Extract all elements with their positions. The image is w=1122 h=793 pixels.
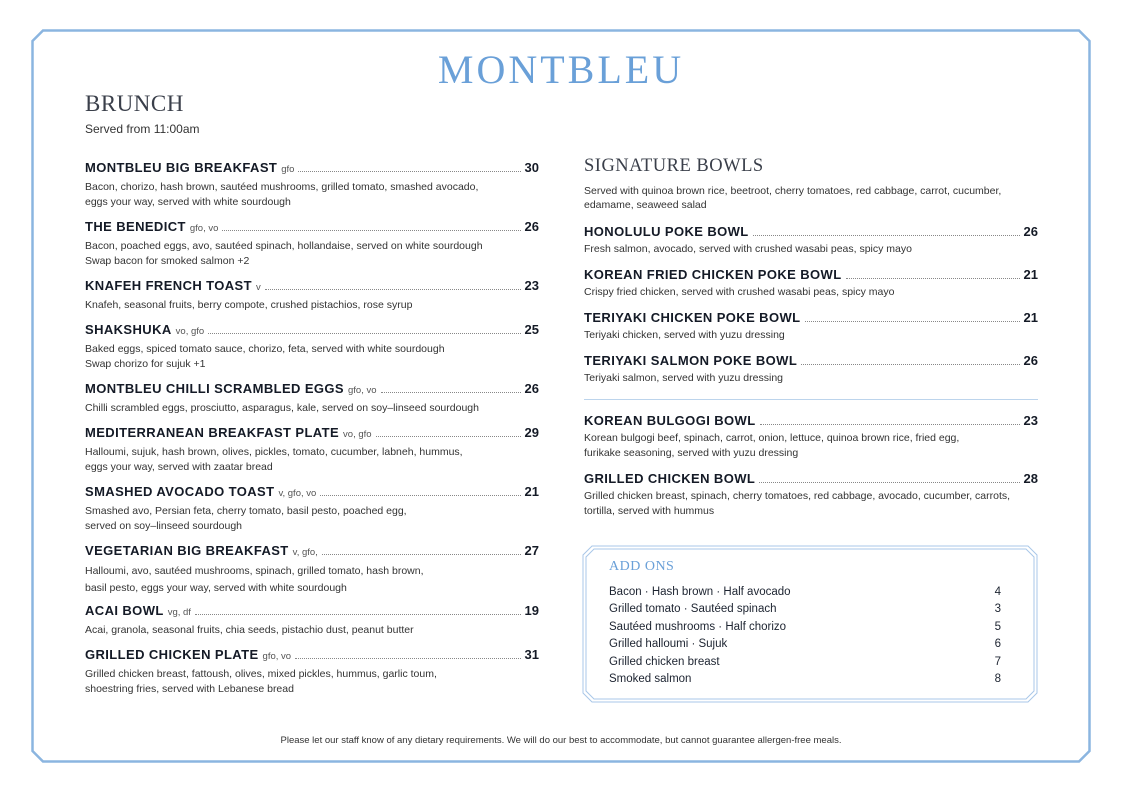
item-description: Smashed avo, Persian feta, cherry tomato, basil pesto, poached egg, served on soy–linseed sourdough [85,505,407,532]
item-description: Teriyaki salmon, served with yuzu dressing [584,372,783,384]
item-name: KOREAN FRIED CHICKEN POKE BOWL [584,267,842,282]
item-price: 26 [524,219,539,234]
dot-leader [376,435,521,437]
item-description: Grilled chicken breast, spinach, cherry tomatoes, red cabbage, avocado, cucumber, carrots, tortilla, served with hummus [584,490,1011,517]
menu-item [584,352,1038,386]
dot-leader [846,277,1020,279]
item-price: 25 [524,322,539,337]
dot-leader [805,320,1020,322]
dot-leader [195,613,521,615]
item-description: Bacon, poached eggs, avo, sautéed spinach, hollandaise, served on white sourdough Swap bacon for smoked salmon +2 [85,240,483,267]
item-name: MEDITERRANEAN BREAKFAST PLATE [85,425,340,440]
add-ons-list [609,584,1001,688]
add-on-row [609,636,1001,653]
add-on-label: Grilled chicken breast [609,655,720,668]
dot-leader [295,657,520,659]
item-price: 26 [1023,353,1038,368]
item-price: 26 [1023,224,1038,239]
menu-item [85,602,539,638]
menu-item [584,266,1038,300]
item-price: 28 [1023,471,1038,486]
item-description: Bacon, chorizo, hash brown, sautéed mushrooms, grilled tomato, smashed avocado, eggs your way, served with white sourdough [85,181,479,208]
add-on-price: 7 [994,655,1001,668]
item-name: SHAKSHUKA [85,322,172,337]
brunch-heading: BRUNCH [85,91,184,116]
dot-leader [322,553,521,555]
add-on-price: 5 [994,620,1001,633]
signature-bowls-section [584,153,1038,519]
dot-leader [265,288,521,290]
item-description: Grilled chicken breast, fattoush, olives, mixed pickles, hummus, garlic toum, shoestring fries, served with Lebanese bread [85,668,437,695]
menu-item [85,542,539,597]
add-on-row [609,584,1001,601]
add-ons-heading: ADD ONS [609,559,675,574]
item-description: Crispy fried chicken, served with crushed wasabi peas, spicy mayo [584,286,895,298]
menu-item [584,412,1038,461]
dot-leader [222,229,520,231]
item-tags: gfo [281,164,295,175]
item-name: MONTBLEU BIG BREAKFAST [85,160,278,175]
menu-item [85,424,539,475]
item-name: GRILLED CHICKEN BOWL [584,471,756,486]
item-name: HONOLULU POKE BOWL [584,224,749,239]
item-tags: vo, gfo [343,429,372,440]
item-tags: gfo, vo [348,385,377,396]
item-name: KOREAN BULGOGI BOWL [584,413,756,428]
item-description: Halloumi, avo, sautéed mushrooms, spinach, grilled tomato, hash brown, basil pesto, eggs your way, served with white sourdough [85,565,424,594]
item-description: Chilli scrambled eggs, prosciutto, asparagus, kale, served on soy–linseed sourdough [85,402,479,414]
item-description: Knafeh, seasonal fruits, berry compote, crushed pistachios, rose syrup [85,299,413,311]
item-price: 26 [524,381,539,396]
dot-leader [381,391,521,393]
brand-title: MONTBLEU [437,47,685,92]
signature-bowls-heading: SIGNATURE BOWLS [584,156,764,176]
item-tags: vo, gfo [175,326,205,337]
item-name: SMASHED AVOCADO TOAST [85,484,275,499]
add-on-price: 8 [994,673,1001,686]
item-name: MONTBLEU CHILLI SCRAMBLED EGGS [85,381,344,396]
dot-leader [801,363,1019,365]
menu-item [85,380,539,416]
item-description: Halloumi, sujuk, hash brown, olives, pickles, tomato, cucumber, labneh, hummus, eggs your way, served with zaatar bread [85,446,463,473]
dot-leader [759,481,1019,483]
item-tags: vg, df [167,607,191,618]
dot-leader [320,494,520,496]
item-price: 31 [524,647,539,662]
menu-item [584,223,1038,257]
brunch-section [85,88,539,697]
add-on-label: Bacon · Hash brown · Half avocado [609,586,791,598]
add-on-row [609,601,1001,618]
dot-leader [298,170,520,172]
item-tags: v, gfo, [292,547,318,558]
item-description: Acai, granola, seasonal fruits, chia seeds, pistachio dust, peanut butter [85,624,414,636]
add-on-label: Grilled halloumi · Sujuk [609,638,728,651]
item-tags: v, gfo, vo [278,488,317,499]
add-on-row [609,654,1001,671]
item-description: Fresh salmon, avocado, served with crushed wasabi peas, spicy mayo [584,243,912,255]
item-price: 23 [1023,413,1038,428]
menu-item [85,483,539,534]
menu-item [584,470,1038,519]
add-on-price: 6 [994,638,1001,651]
add-on-label: Grilled tomato · Sautéed spinach [609,603,777,616]
item-price: 19 [524,603,539,618]
dot-leader [208,332,520,334]
item-description: Baked eggs, spiced tomato sauce, chorizo, feta, served with white sourdough Swap chorizo for sujuk +1 [85,343,445,370]
brunch-served-time: Served from 11:00am [85,122,200,136]
item-price: 21 [1023,267,1038,282]
item-price: 21 [1023,310,1038,325]
menu-item [584,309,1038,343]
item-price: 23 [524,278,539,293]
signature-bowls-intro: Served with quinoa brown rice, beetroot, cherry tomatoes, red cabbage, carrot, cucumber, edamame, seaweed salad [584,185,1002,211]
dietary-notice: Please let our staff know of any dietary requirements. We will do our best to accommodate, but cannot guarantee allergen-free meals. [280,735,842,746]
add-on-label: Sautéed mushrooms · Half chorizo [609,620,787,633]
add-on-label: Smoked salmon [609,673,692,686]
add-ons-box [582,545,1038,703]
add-on-price: 3 [994,603,1001,616]
item-price: 27 [524,543,539,558]
add-on-row [609,671,1001,688]
item-name: GRILLED CHICKEN PLATE [85,647,259,662]
add-on-price: 4 [994,586,1001,598]
item-name: TERIYAKI CHICKEN POKE BOWL [584,310,801,325]
item-name: TERIYAKI SALMON POKE BOWL [584,353,798,368]
item-description: Teriyaki chicken, served with yuzu dressing [584,329,785,341]
item-name: ACAI BOWL [85,603,164,618]
menu-item [85,159,539,210]
menu-item [85,277,539,313]
menu-item [85,321,539,372]
item-tags: gfo, vo [262,651,292,662]
item-tags: v [255,282,261,293]
item-name: THE BENEDICT [85,219,186,234]
item-price: 30 [524,160,539,175]
dot-leader [760,423,1020,425]
dot-leader [753,234,1020,236]
section-divider [584,399,1038,400]
item-description: Korean bulgogi beef, spinach, carrot, onion, lettuce, quinoa brown rice, fried egg, furikake seasoning, served with yuzu dressing [584,432,960,459]
item-name: VEGETARIAN BIG BREAKFAST [85,543,289,558]
menu-item [85,646,539,697]
add-on-row [609,619,1001,636]
item-name: KNAFEH FRENCH TOAST [85,278,252,293]
item-tags: gfo, vo [189,223,219,234]
item-price: 21 [524,484,539,499]
item-price: 29 [524,425,539,440]
menu-item [85,218,539,269]
